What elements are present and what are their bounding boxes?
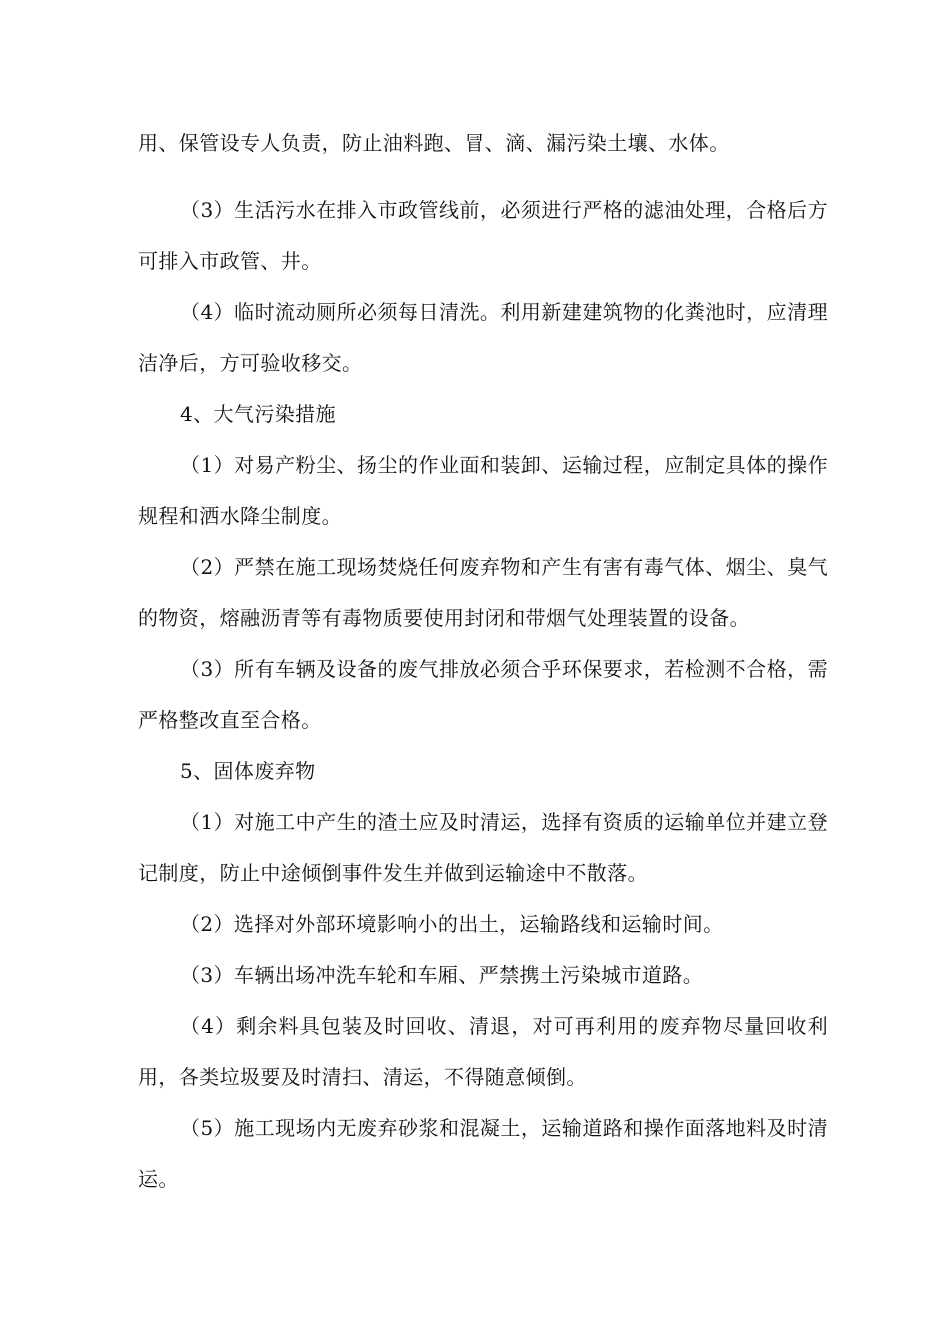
paragraph-air-item-1: （1）对易产粉尘、扬尘的作业面和装卸、运输过程，应制定具体的操作规程和洒水降尘制度。 — [138, 453, 828, 528]
paragraph-waste-item-1: （1）对施工中产生的渣土应及时清运，选择有资质的运输单位并建立登记制度，防止中途倾倒事件发生并做到运输途中不散落。 — [138, 810, 828, 885]
paragraph-air-item-3: （3）所有车辆及设备的废气排放必须合乎环保要求，若检测不合格，需严格整改直至合格。 — [138, 657, 828, 732]
paragraph-item-3-sewage: （3）生活污水在排入市政管线前，必须进行严格的滤油处理，合格后方可排入市政管、井。 — [138, 198, 828, 273]
section-heading-air-pollution: 4、大气污染措施 — [180, 402, 336, 426]
paragraph-waste-item-5: （5）施工现场内无废弃砂浆和混凝土，运输道路和操作面落地料及时清运。 — [138, 1116, 828, 1191]
section-heading-solid-waste: 5、固体废弃物 — [180, 759, 316, 783]
paragraph-waste-item-4: （4）剩余料具包装及时回收、清退，对可再利用的废弃物尽量回收利用，各类垃圾要及时清扫、清运，不得随意倾倒。 — [138, 1014, 828, 1089]
paragraph-item-4-toilet: （4）临时流动厕所必须每日清洗。利用新建建筑物的化粪池时，应清理洁净后，方可验收移交。 — [138, 300, 828, 375]
paragraph-air-item-2: （2）严禁在施工现场焚烧任何废弃物和产生有害有毒气体、烟尘、臭气的物资，熔融沥青等有毒物质要使用封闭和带烟气处理装置的设备。 — [138, 555, 828, 630]
paragraph-waste-item-3: （3）车辆出场冲洗车轮和车厢、严禁携土污染城市道路。 — [180, 963, 704, 987]
document-body — [138, 118, 828, 1205]
paragraph-continuation: 用、保管设专人负责，防止油料跑、冒、滴、漏污染土壤、水体。 — [138, 131, 730, 155]
paragraph-waste-item-2: （2）选择对外部环境影响小的出土，运输路线和运输时间。 — [180, 912, 724, 936]
